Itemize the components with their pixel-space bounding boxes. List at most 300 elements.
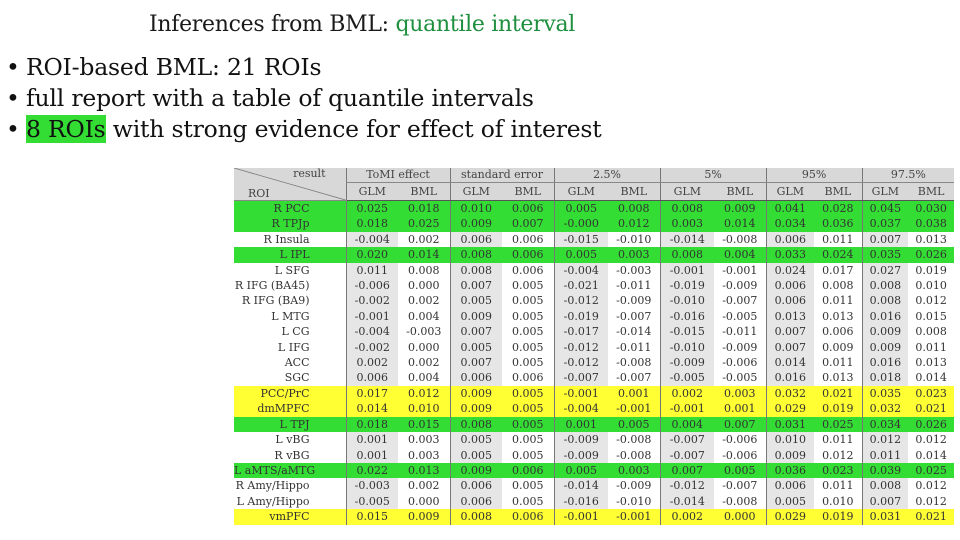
value-cell: 0.012 (862, 432, 908, 447)
table-row (234, 432, 954, 447)
value-cell: -0.005 (346, 494, 398, 509)
value-cell: -0.012 (554, 293, 608, 308)
value-cell: 0.021 (908, 401, 954, 416)
value-cell: 0.005 (608, 417, 660, 432)
table-row (234, 340, 954, 355)
roi-cell: R vBG (234, 448, 346, 463)
value-cell: 0.001 (714, 401, 766, 416)
value-cell: 0.007 (714, 417, 766, 432)
subcol-header: GLM (346, 183, 398, 201)
value-cell: -0.016 (660, 309, 714, 324)
value-cell: 0.009 (450, 386, 502, 401)
value-cell: -0.007 (660, 448, 714, 463)
value-cell: 0.029 (766, 401, 814, 416)
value-cell: -0.007 (714, 478, 766, 493)
value-cell: 0.008 (608, 201, 660, 217)
value-cell: 0.008 (908, 324, 954, 339)
value-cell: 0.007 (502, 216, 554, 231)
value-cell: 0.006 (766, 278, 814, 293)
bullet-highlight: 8 ROIs (26, 115, 106, 143)
value-cell: 0.006 (502, 370, 554, 385)
roi-cell: L vBG (234, 432, 346, 447)
subcol-header: BML (608, 183, 660, 201)
value-cell: 0.008 (660, 247, 714, 262)
bullet-dot: • (6, 53, 20, 81)
value-cell: 0.006 (814, 324, 862, 339)
value-cell: 0.004 (398, 309, 450, 324)
table-row (234, 509, 954, 524)
value-cell: 0.007 (862, 232, 908, 247)
value-cell: 0.013 (908, 355, 954, 370)
roi-cell: L aMTS/aMTG (234, 463, 346, 478)
value-cell: 0.004 (660, 417, 714, 432)
roi-cell: L SFG (234, 263, 346, 278)
value-cell: 0.002 (346, 355, 398, 370)
value-cell: -0.010 (660, 293, 714, 308)
value-cell: 0.005 (502, 340, 554, 355)
value-cell: 0.005 (502, 478, 554, 493)
value-cell: -0.000 (554, 216, 608, 231)
value-cell: 0.019 (908, 263, 954, 278)
value-cell: 0.034 (766, 216, 814, 231)
value-cell: 0.012 (398, 386, 450, 401)
value-cell: 0.011 (346, 263, 398, 278)
value-cell: 0.006 (450, 478, 502, 493)
subcol-header: BML (398, 183, 450, 201)
value-cell: 0.011 (814, 232, 862, 247)
value-cell: 0.032 (862, 401, 908, 416)
value-cell: 0.035 (862, 247, 908, 262)
value-cell: -0.007 (660, 432, 714, 447)
roi-cell: L Amy/Hippo (234, 494, 346, 509)
value-cell: -0.006 (346, 278, 398, 293)
value-cell: 0.006 (766, 232, 814, 247)
value-cell: -0.001 (554, 509, 608, 524)
value-cell: -0.009 (660, 355, 714, 370)
roi-cell: R IFG (BA9) (234, 293, 346, 308)
value-cell: 0.005 (554, 247, 608, 262)
value-cell: 0.013 (814, 370, 862, 385)
value-cell: 0.013 (814, 309, 862, 324)
value-cell: -0.019 (554, 309, 608, 324)
value-cell: -0.001 (660, 401, 714, 416)
value-cell: 0.011 (814, 355, 862, 370)
value-cell: 0.005 (502, 355, 554, 370)
value-cell: -0.002 (346, 340, 398, 355)
value-cell: 0.024 (814, 247, 862, 262)
subcol-header: GLM (450, 183, 502, 201)
value-cell: 0.036 (766, 463, 814, 478)
value-cell: 0.005 (502, 324, 554, 339)
value-cell: 0.005 (554, 463, 608, 478)
value-cell: 0.045 (862, 201, 908, 217)
value-cell: 0.006 (346, 370, 398, 385)
subcol-header: BML (714, 183, 766, 201)
value-cell: 0.025 (346, 201, 398, 217)
bullet-list (6, 52, 602, 145)
value-cell: 0.011 (814, 432, 862, 447)
table-row (234, 448, 954, 463)
slide-title (0, 12, 724, 37)
bullet-text: full report with a table of quantile intervals (26, 84, 534, 112)
value-cell: 0.014 (766, 355, 814, 370)
value-cell: 0.009 (714, 201, 766, 217)
group-header: 95% (766, 168, 862, 183)
value-cell: 0.015 (398, 417, 450, 432)
value-cell: 0.001 (346, 448, 398, 463)
value-cell: 0.007 (660, 463, 714, 478)
value-cell: 0.003 (714, 386, 766, 401)
value-cell: 0.015 (908, 309, 954, 324)
value-cell: -0.008 (608, 355, 660, 370)
value-cell: 0.014 (908, 370, 954, 385)
value-cell: -0.016 (554, 494, 608, 509)
value-cell: 0.018 (398, 201, 450, 217)
value-cell: 0.038 (908, 216, 954, 231)
value-cell: 0.005 (450, 340, 502, 355)
value-cell: 0.026 (908, 417, 954, 432)
value-cell: 0.002 (398, 293, 450, 308)
value-cell: 0.037 (862, 216, 908, 231)
value-cell: 0.008 (862, 293, 908, 308)
value-cell: -0.003 (398, 324, 450, 339)
bullet-item (6, 83, 602, 114)
value-cell: 0.032 (766, 386, 814, 401)
value-cell: 0.018 (346, 417, 398, 432)
table-row (234, 232, 954, 247)
value-cell: 0.005 (450, 432, 502, 447)
value-cell: -0.001 (608, 401, 660, 416)
corner-bottom-label: ROI (248, 187, 270, 200)
value-cell: 0.017 (814, 263, 862, 278)
value-cell: -0.001 (346, 309, 398, 324)
group-header: ToMI effect (346, 168, 450, 183)
title-prefix: Inferences from BML: (148, 12, 396, 37)
value-cell: 0.002 (398, 232, 450, 247)
roi-cell: vmPFC (234, 509, 346, 524)
value-cell: 0.009 (814, 340, 862, 355)
value-cell: 0.012 (908, 293, 954, 308)
value-cell: 0.029 (766, 509, 814, 524)
value-cell: -0.001 (608, 509, 660, 524)
table-row (234, 355, 954, 370)
value-cell: 0.011 (862, 448, 908, 463)
value-cell: -0.009 (714, 278, 766, 293)
value-cell: -0.017 (554, 324, 608, 339)
table-row (234, 386, 954, 401)
value-cell: -0.004 (346, 324, 398, 339)
value-cell: 0.005 (714, 463, 766, 478)
bullet-item (6, 114, 602, 145)
value-cell: 0.020 (346, 247, 398, 262)
group-header: 97.5% (862, 168, 954, 183)
roi-cell: L MTG (234, 309, 346, 324)
value-cell: -0.005 (660, 370, 714, 385)
value-cell: 0.008 (450, 263, 502, 278)
value-cell: -0.002 (346, 293, 398, 308)
value-cell: 0.014 (346, 401, 398, 416)
value-cell: -0.006 (714, 432, 766, 447)
value-cell: -0.007 (608, 309, 660, 324)
value-cell: 0.005 (502, 293, 554, 308)
value-cell: 0.014 (398, 247, 450, 262)
value-cell: -0.004 (554, 401, 608, 416)
table-row (234, 463, 954, 478)
value-cell: 0.006 (450, 494, 502, 509)
subcol-header: BML (502, 183, 554, 201)
value-cell: 0.010 (450, 201, 502, 217)
value-cell: 0.016 (766, 370, 814, 385)
value-cell: 0.010 (908, 278, 954, 293)
value-cell: 0.007 (862, 494, 908, 509)
value-cell: -0.006 (714, 355, 766, 370)
value-cell: 0.018 (862, 370, 908, 385)
value-cell: 0.010 (766, 432, 814, 447)
value-cell: 0.009 (862, 340, 908, 355)
value-cell: 0.000 (398, 278, 450, 293)
bullet-dot: • (6, 84, 20, 112)
value-cell: 0.003 (608, 247, 660, 262)
value-cell: 0.013 (908, 232, 954, 247)
value-cell: 0.035 (862, 386, 908, 401)
value-cell: 0.005 (502, 448, 554, 463)
value-cell: -0.007 (608, 370, 660, 385)
value-cell: 0.010 (398, 401, 450, 416)
value-cell: -0.014 (608, 324, 660, 339)
value-cell: 0.008 (814, 278, 862, 293)
value-cell: -0.008 (608, 448, 660, 463)
value-cell: -0.009 (608, 293, 660, 308)
value-cell: 0.025 (908, 463, 954, 478)
value-cell: 0.006 (766, 293, 814, 308)
value-cell: 0.004 (398, 370, 450, 385)
value-cell: 0.003 (660, 216, 714, 231)
table-row (234, 247, 954, 262)
value-cell: 0.012 (608, 216, 660, 231)
value-cell: 0.011 (908, 340, 954, 355)
table-row (234, 324, 954, 339)
value-cell: 0.005 (502, 278, 554, 293)
table-row (234, 263, 954, 278)
roi-cell: R IFG (BA45) (234, 278, 346, 293)
table-row (234, 293, 954, 308)
table-row (234, 478, 954, 493)
value-cell: 0.025 (814, 417, 862, 432)
value-cell: 0.001 (346, 432, 398, 447)
corner-top-label: result (293, 168, 326, 180)
value-cell: 0.026 (908, 247, 954, 262)
value-cell: 0.002 (398, 355, 450, 370)
value-cell: -0.009 (714, 340, 766, 355)
value-cell: -0.019 (660, 278, 714, 293)
roi-cell: ACC (234, 355, 346, 370)
title-accent: quantile interval (395, 12, 576, 37)
value-cell: -0.012 (554, 340, 608, 355)
value-cell: 0.007 (766, 340, 814, 355)
table-row (234, 216, 954, 231)
value-cell: 0.005 (766, 494, 814, 509)
value-cell: -0.009 (554, 432, 608, 447)
subcol-header: GLM (766, 183, 814, 201)
value-cell: 0.003 (608, 463, 660, 478)
value-cell: 0.016 (862, 355, 908, 370)
value-cell: 0.005 (502, 432, 554, 447)
value-cell: 0.008 (398, 263, 450, 278)
value-cell: 0.006 (450, 370, 502, 385)
value-cell: 0.010 (814, 494, 862, 509)
value-cell: 0.013 (766, 309, 814, 324)
bullet-item (6, 52, 602, 83)
value-cell: -0.011 (714, 324, 766, 339)
roi-cell: L IPL (234, 247, 346, 262)
roi-cell: R PCC (234, 201, 346, 217)
value-cell: 0.006 (502, 247, 554, 262)
value-cell: 0.005 (450, 448, 502, 463)
value-cell: 0.009 (862, 324, 908, 339)
value-cell: 0.007 (450, 324, 502, 339)
value-cell: -0.010 (608, 232, 660, 247)
value-cell: 0.006 (502, 232, 554, 247)
value-cell: -0.010 (660, 340, 714, 355)
subcol-header: BML (908, 183, 954, 201)
value-cell: -0.011 (608, 340, 660, 355)
value-cell: 0.008 (450, 509, 502, 524)
value-cell: -0.008 (714, 494, 766, 509)
value-cell: 0.022 (346, 463, 398, 478)
group-header: 2.5% (554, 168, 660, 183)
value-cell: -0.009 (608, 478, 660, 493)
bullet-text: ROI-based BML: 21 ROIs (26, 53, 322, 81)
value-cell: -0.001 (660, 263, 714, 278)
quantile-table-container (234, 168, 954, 538)
value-cell: -0.006 (714, 448, 766, 463)
value-cell: -0.014 (660, 232, 714, 247)
value-cell: -0.015 (554, 232, 608, 247)
value-cell: 0.005 (502, 386, 554, 401)
value-cell: 0.005 (502, 494, 554, 509)
value-cell: 0.007 (766, 324, 814, 339)
value-cell: -0.015 (660, 324, 714, 339)
bullet-dot: • (6, 115, 20, 143)
value-cell: 0.002 (660, 509, 714, 524)
table-row (234, 201, 954, 217)
value-cell: 0.007 (450, 355, 502, 370)
value-cell: -0.014 (554, 478, 608, 493)
value-cell: 0.005 (450, 293, 502, 308)
value-cell: -0.012 (660, 478, 714, 493)
table-row (234, 417, 954, 432)
value-cell: 0.019 (814, 509, 862, 524)
value-cell: 0.018 (346, 216, 398, 231)
roi-cell: L CG (234, 324, 346, 339)
value-cell: -0.008 (714, 232, 766, 247)
value-cell: 0.012 (908, 478, 954, 493)
roi-cell: L IFG (234, 340, 346, 355)
value-cell: 0.001 (608, 386, 660, 401)
value-cell: 0.015 (346, 509, 398, 524)
value-cell: 0.014 (908, 448, 954, 463)
value-cell: 0.009 (766, 448, 814, 463)
value-cell: 0.005 (554, 201, 608, 217)
value-cell: -0.001 (554, 386, 608, 401)
value-cell: 0.012 (908, 432, 954, 447)
roi-cell: dmMPFC (234, 401, 346, 416)
value-cell: -0.003 (346, 478, 398, 493)
value-cell: 0.006 (450, 232, 502, 247)
value-cell: 0.027 (862, 263, 908, 278)
value-cell: 0.016 (862, 309, 908, 324)
value-cell: 0.007 (450, 278, 502, 293)
value-cell: 0.000 (398, 340, 450, 355)
subcol-header: GLM (554, 183, 608, 201)
value-cell: 0.000 (398, 494, 450, 509)
value-cell: 0.009 (450, 401, 502, 416)
value-cell: -0.007 (714, 293, 766, 308)
subcol-header: GLM (862, 183, 908, 201)
value-cell: 0.041 (766, 201, 814, 217)
value-cell: 0.021 (814, 386, 862, 401)
value-cell: -0.009 (554, 448, 608, 463)
value-cell: 0.021 (908, 509, 954, 524)
value-cell: 0.023 (908, 386, 954, 401)
roi-cell: SGC (234, 370, 346, 385)
value-cell: -0.004 (346, 232, 398, 247)
value-cell: -0.003 (608, 263, 660, 278)
value-cell: 0.014 (714, 216, 766, 231)
value-cell: 0.009 (450, 463, 502, 478)
roi-cell: L TPJ (234, 417, 346, 432)
value-cell: 0.028 (814, 201, 862, 217)
value-cell: -0.001 (714, 263, 766, 278)
value-cell: -0.007 (554, 370, 608, 385)
table-row (234, 494, 954, 509)
value-cell: -0.021 (554, 278, 608, 293)
subcol-header: GLM (660, 183, 714, 201)
value-cell: 0.008 (450, 247, 502, 262)
roi-cell: PCC/PrC (234, 386, 346, 401)
bullet-text: with strong evidence for effect of interest (105, 115, 602, 143)
roi-cell: R Amy/Hippo (234, 478, 346, 493)
table-row (234, 278, 954, 293)
value-cell: 0.001 (554, 417, 608, 432)
group-header: 5% (660, 168, 766, 183)
value-cell: -0.004 (554, 263, 608, 278)
value-cell: 0.033 (766, 247, 814, 262)
value-cell: 0.000 (714, 509, 766, 524)
value-cell: 0.024 (766, 263, 814, 278)
value-cell: 0.025 (398, 216, 450, 231)
roi-cell: R TPJp (234, 216, 346, 231)
value-cell: 0.003 (398, 448, 450, 463)
table-body (234, 201, 954, 525)
value-cell: 0.034 (862, 417, 908, 432)
value-cell: 0.009 (450, 309, 502, 324)
value-cell: 0.006 (502, 463, 554, 478)
value-cell: 0.005 (502, 417, 554, 432)
value-cell: -0.011 (608, 278, 660, 293)
value-cell: 0.036 (814, 216, 862, 231)
value-cell: 0.013 (398, 463, 450, 478)
value-cell: 0.008 (862, 278, 908, 293)
group-header: standard error (450, 168, 554, 183)
quantile-table (234, 168, 954, 525)
value-cell: -0.005 (714, 309, 766, 324)
value-cell: -0.012 (554, 355, 608, 370)
value-cell: -0.014 (660, 494, 714, 509)
value-cell: 0.006 (502, 263, 554, 278)
subcol-header: BML (814, 183, 862, 201)
roi-cell: R Insula (234, 232, 346, 247)
